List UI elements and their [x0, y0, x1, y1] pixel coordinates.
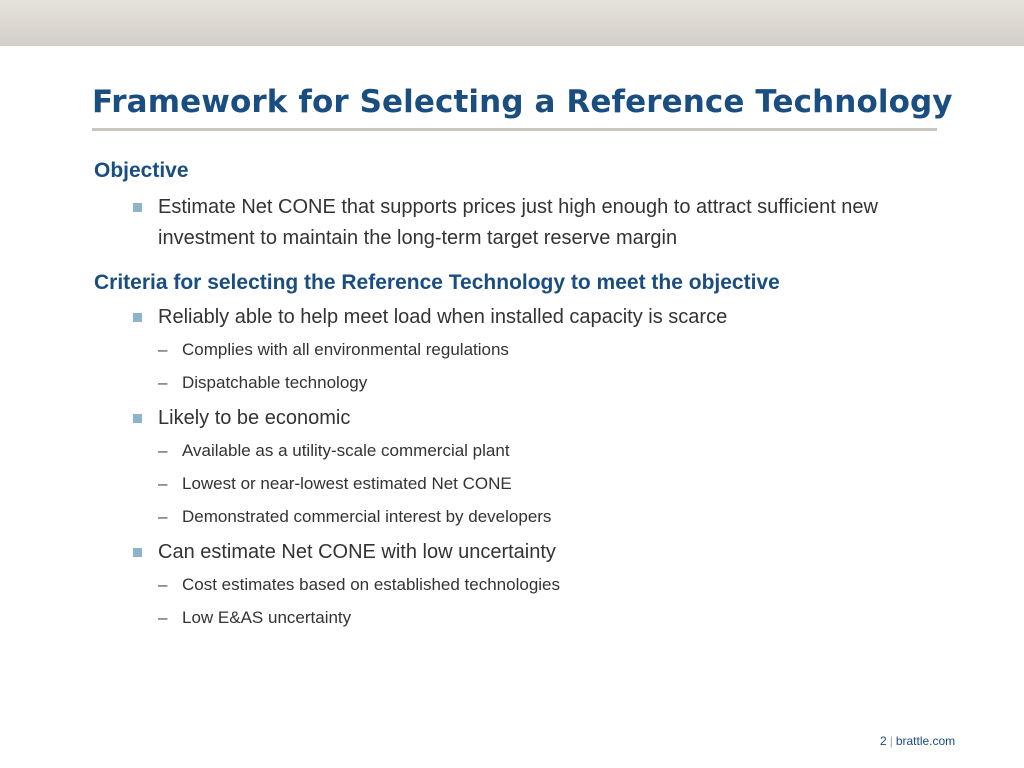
sub-bullet-text: Lowest or near-lowest estimated Net CONE [182, 474, 512, 493]
dash-bullet-icon: – [158, 373, 168, 392]
sub-bullet-item [94, 500, 974, 533]
section-heading-criteria: Criteria for selecting the Reference Technology to meet the objective [94, 271, 780, 294]
bullet-item [94, 302, 974, 333]
dash-bullet-icon: – [158, 474, 168, 493]
top-banner [0, 0, 1024, 46]
bullet-text: Can estimate Net CONE with low uncertainty [158, 541, 556, 563]
sub-bullet-text: Dispatchable technology [182, 373, 368, 392]
sub-bullet-text: Demonstrated commercial interest by developers [182, 507, 552, 526]
bullet-item [94, 537, 974, 568]
bullet-text: Likely to be economic [158, 407, 351, 429]
footer-site-link[interactable]: brattle.com [895, 734, 956, 748]
sub-bullet-item [94, 467, 974, 500]
sub-bullet-item [94, 601, 974, 634]
sub-bullet-item [94, 333, 974, 366]
slide-title: Framework for Selecting a Reference Technology [92, 84, 953, 120]
square-bullet-icon [133, 203, 142, 212]
square-bullet-icon [133, 548, 142, 557]
square-bullet-icon [133, 313, 142, 322]
sub-bullet-item [94, 366, 974, 399]
square-bullet-icon [133, 414, 142, 423]
slide-footer [880, 734, 955, 748]
sub-bullet-item [94, 434, 974, 467]
sub-bullet-item [94, 568, 974, 601]
slide-body [94, 156, 974, 634]
dash-bullet-icon: – [158, 575, 168, 594]
sub-bullet-text: Complies with all environmental regulations [182, 340, 509, 359]
bullet-text: Reliably able to help meet load when installed capacity is scarce [158, 306, 728, 328]
title-underline [92, 128, 937, 131]
page-number: 2 [880, 734, 887, 748]
dash-bullet-icon: – [158, 340, 168, 359]
footer-separator: | [889, 734, 893, 748]
section-heading-objective: Objective [94, 159, 189, 182]
dash-bullet-icon: – [158, 507, 168, 526]
bullet-item [94, 403, 974, 434]
dash-bullet-icon: – [158, 608, 168, 627]
sub-bullet-text: Cost estimates based on established technologies [182, 575, 561, 594]
bullet-item [94, 192, 974, 254]
sub-bullet-text: Available as a utility-scale commercial plant [182, 441, 510, 460]
bullet-text: Estimate Net CONE that supports prices just high enough to attract sufficient new investment to maintain the long-term target reserve margin [158, 196, 878, 249]
sub-bullet-text: Low E&AS uncertainty [182, 608, 352, 627]
dash-bullet-icon: – [158, 441, 168, 460]
